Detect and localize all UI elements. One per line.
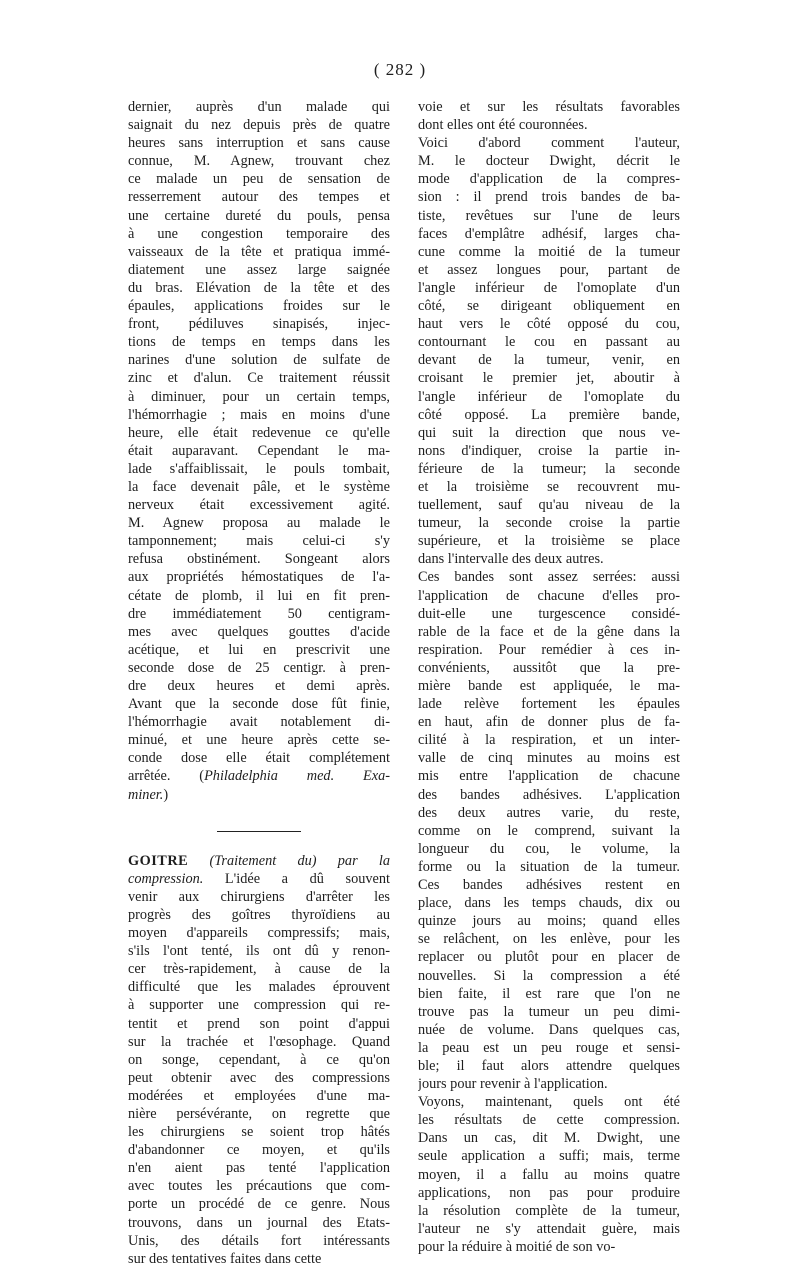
text-line: narines d'une solution de sulfate de bbox=[128, 352, 390, 369]
text-line: conde dose elle était complétement bbox=[128, 750, 390, 767]
text-line: acétique, et lui en prescrivit une bbox=[128, 641, 390, 658]
text-line: des bandes adhésives. L'application bbox=[418, 786, 680, 803]
text-line: l'auteur ne s'y attendait guère, mais bbox=[418, 1220, 680, 1237]
text-line: contournant le cou en passant au bbox=[418, 334, 680, 351]
text-line: les chirurgiens se soient trop hâtés bbox=[128, 1124, 390, 1141]
text-line: à diminuer, pour un certain temps, bbox=[128, 388, 390, 405]
text-line: nons d'indiquer, croise la partie in- bbox=[418, 442, 680, 459]
text-line: M. le docteur Dwight, décrit le bbox=[418, 153, 680, 170]
text-line: compression. L'idée a dû souvent bbox=[128, 870, 390, 887]
text-line: duit-elle une turgescence considé- bbox=[418, 605, 680, 622]
section-subtitle: (Traitement du) bbox=[209, 852, 317, 869]
text-line: M. Agnew proposa au malade le bbox=[128, 515, 390, 532]
text-line: côté, se dirigeant obliquement en bbox=[418, 298, 680, 315]
text-line: tiste, revêtues sur l'une de leurs bbox=[418, 207, 680, 224]
text-line: mis entre l'application de chacune bbox=[418, 768, 680, 785]
text-line: pour la réduire à moitié de son vo- bbox=[418, 1238, 616, 1255]
text-line: dre immédiatement 50 centigram- bbox=[128, 605, 390, 622]
text-line: sion : il prend trois bandes de ba- bbox=[418, 189, 680, 206]
text-line: voie et sur les résultats favorables bbox=[418, 99, 680, 115]
text-line: Voici d'abord comment l'auteur, bbox=[418, 135, 680, 152]
text-line: Voyons, maintenant, quels ont été bbox=[418, 1094, 680, 1111]
text-line: l'hémorrhagie ; mais en moins d'une bbox=[128, 406, 390, 423]
text-line: valle de cinq minutes au moins est bbox=[418, 750, 680, 767]
text-line: cer très-rapidement, à cause de la bbox=[128, 961, 390, 978]
text-line: mes avec quelques gouttes d'acide bbox=[128, 623, 390, 640]
text-line: Dans un cas, dit M. Dwight, une bbox=[418, 1130, 680, 1147]
text-line: croisant le premier jet, aboutir à bbox=[418, 370, 680, 387]
text-line: qui suit la direction que nous ve- bbox=[418, 424, 680, 441]
text-line: ce malade un peu de sensation de bbox=[128, 171, 390, 188]
text-line: on songe, cependant, à ce qu'on bbox=[128, 1051, 390, 1068]
text-line: d'abandonner ce moyen, et qu'ils bbox=[128, 1142, 390, 1159]
text-line: applications, non pas pour produire bbox=[418, 1184, 680, 1201]
right-column bbox=[418, 98, 680, 1256]
text-line: moyen, il a fallu au moins quatre bbox=[418, 1166, 680, 1183]
text-line: la face devenait pâle, et le système bbox=[128, 478, 390, 495]
text-line: cétate de plomb, il lui en fit pren- bbox=[128, 587, 390, 604]
text-line: nière persévérante, on regrette que bbox=[128, 1105, 390, 1122]
text-line: dernier, auprès d'un malade qui bbox=[128, 99, 390, 115]
text-line: resserrement autour des tempes et bbox=[128, 189, 390, 206]
text-line: jours pour revenir à l'application. bbox=[418, 1076, 608, 1093]
text-line: minué, et une heure après cette se- bbox=[128, 732, 390, 749]
text-line: modérées et employées d'une ma- bbox=[128, 1087, 390, 1104]
text-line: trouvons, dans un journal des Etats- bbox=[128, 1214, 390, 1231]
right-paragraph bbox=[418, 98, 680, 1256]
text-line: dont elles ont été couronnées. bbox=[418, 117, 588, 134]
text-line: refusa obstinément. Songeant alors bbox=[128, 551, 390, 568]
text-line: bien faite, il est rare que l'on ne bbox=[418, 985, 680, 1002]
text-line: haut vers le côté opposé du cou, bbox=[418, 316, 680, 333]
text-line: progrès des goîtres thyroïdiens au bbox=[128, 906, 390, 923]
text-line: férieure de la tumeur; la seconde bbox=[418, 460, 680, 477]
text-line: trouve pas la tumeur un peu dimi- bbox=[418, 1003, 680, 1020]
text-line: connue, M. Agnew, trouvant chez bbox=[128, 153, 390, 170]
text-line: respiration. Pour remédier à ces in- bbox=[418, 641, 680, 658]
text-line: une certaine dureté du pouls, pensa bbox=[128, 207, 390, 224]
text-line: l'hémorrhagie avait notablement di- bbox=[128, 714, 390, 731]
text-line: moyen d'appareils compressifs; mais, bbox=[128, 925, 390, 942]
text-line: comme on le comprend, suivant la bbox=[418, 822, 680, 839]
text-line: sur la trachée et l'œsophage. Quand bbox=[128, 1033, 390, 1050]
text-line: mière bande est appliquée, le ma- bbox=[418, 678, 680, 694]
text-line: tamponnement; mais celui-ci s'y bbox=[128, 533, 390, 550]
text-line: nerveux était excessivement agité. bbox=[128, 497, 390, 514]
left-column bbox=[128, 98, 390, 1268]
text-line: cune comme la moitié de la tumeur bbox=[418, 243, 680, 260]
left-paragraph-1 bbox=[128, 98, 390, 804]
text-line: Ces bandes sont assez serrées: aussi bbox=[418, 569, 680, 586]
text-line: des deux autres varie, du reste, bbox=[418, 804, 680, 821]
text-line: dre deux heures et demi après. bbox=[128, 678, 390, 694]
text-line: cilité à la respiration, et un inter- bbox=[418, 732, 680, 749]
text-line: peut obtenir avec des compressions bbox=[128, 1069, 390, 1086]
text-line: avec toutes les précautions que com- bbox=[128, 1178, 390, 1195]
text-line: heure, elle était redevenue ce qu'elle bbox=[128, 424, 390, 441]
text-line: place, dans les temps chauds, dix ou bbox=[418, 895, 680, 912]
text-line: l'angle inférieur de l'omoplate d'un bbox=[418, 279, 680, 296]
text-line: nouvelles. Si la compression a été bbox=[418, 967, 680, 984]
text-line: faces d'emplâtre adhésif, larges cha- bbox=[418, 225, 680, 242]
text-line: la peau est un peu rouge et sensi- bbox=[418, 1039, 680, 1056]
text-line: front, pédiluves sinapisés, injec- bbox=[128, 316, 390, 333]
text-line: quinze jours au moins; quand elles bbox=[418, 913, 680, 930]
text-line: vaisseaux de la tête et pratiqua immé- bbox=[128, 243, 390, 260]
text-line: GOITRE (Traitement du) par la bbox=[128, 852, 390, 869]
text-line: à supporter une compression qui re- bbox=[128, 997, 390, 1014]
text-line: ble; il faut alors attendre quelques bbox=[418, 1057, 680, 1074]
text-line: seconde dose de 25 centigr. à pren- bbox=[128, 659, 390, 676]
section-title: GOITRE bbox=[128, 852, 189, 869]
text-line: mode d'application de la compres- bbox=[418, 171, 680, 188]
text-line: se relâchent, on les enlève, pour les bbox=[418, 931, 680, 948]
text-line: en haut, afin de donner plus de fa- bbox=[418, 714, 680, 731]
text-line: convénients, aussitôt que la pre- bbox=[418, 659, 680, 676]
text-line: zinc et d'alun. Ce traitement réussit bbox=[128, 370, 390, 387]
text-line: tuellement, sauf qu'au niveau de la bbox=[418, 497, 680, 514]
text-line: du bras. Elévation de la tête et des bbox=[128, 279, 390, 296]
left-paragraph-2 bbox=[128, 852, 390, 1268]
text-line: lade s'affaiblissait, le pouls tombait, bbox=[128, 460, 390, 477]
text-line: Avant que la seconde dose fût finie, bbox=[128, 696, 390, 713]
text-line: tions de temps en temps dans les bbox=[128, 334, 390, 351]
text-line: la résolution complète de la tumeur, bbox=[418, 1202, 680, 1219]
text-line: venir aux chirurgiens d'arrêter les bbox=[128, 888, 390, 905]
text-line: tentit et prend son point d'appui bbox=[128, 1015, 390, 1032]
text-line: l'angle inférieur de l'omoplate du bbox=[418, 388, 680, 405]
text-line: seule application a suffi; mais, terme bbox=[418, 1148, 680, 1165]
text-line: dans l'intervalle des deux autres. bbox=[418, 551, 604, 568]
text-line: était auparavant. Cependant le ma- bbox=[128, 442, 390, 459]
text-line: Unis, des détails fort intéressants bbox=[128, 1232, 390, 1249]
text-line: les résultats de cette compression. bbox=[418, 1112, 680, 1129]
text-line: longueur du cou, le volume, la bbox=[418, 840, 680, 857]
text-line: lade relève fortement les épaules bbox=[418, 696, 680, 713]
text-line: nuée de volume. Dans quelques cas, bbox=[418, 1021, 680, 1038]
text-line: Ces bandes adhésives restent en bbox=[418, 877, 680, 894]
text-line: et la troisième se recouvrent mu- bbox=[418, 478, 680, 495]
text-line: supérieure, et la troisième se place bbox=[418, 533, 680, 550]
text-line: et assez longues pour, partant de bbox=[418, 261, 680, 278]
text-line: miner.) bbox=[128, 786, 169, 803]
text-line: difficulté que les malades éprouvent bbox=[128, 979, 390, 996]
text-line: sur des tentatives faites dans cette bbox=[128, 1250, 322, 1267]
text-line: côté opposé. La première bande, bbox=[418, 406, 680, 423]
text-line: n'en aient pas tenté l'application bbox=[128, 1160, 390, 1177]
text-line: saignait du nez depuis près de quatre bbox=[128, 117, 390, 134]
text-line: replacer ou plutôt pour en placer de bbox=[418, 949, 680, 966]
text-line: heures sans interruption et sans cause bbox=[128, 135, 390, 152]
text-line: forme ou la situation de la tumeur. bbox=[418, 858, 680, 875]
text-line: diatement une assez large saignée bbox=[128, 261, 390, 278]
text-line: à une congestion temporaire des bbox=[128, 225, 390, 242]
text-line: rable de la face et de la gêne dans la bbox=[418, 623, 680, 640]
text-line: s'ils l'ont tenté, ils ont dû y renon- bbox=[128, 943, 390, 960]
text-line: devant de la tumeur, venir, en bbox=[418, 352, 680, 369]
page-number: ( 282 ) bbox=[373, 60, 427, 79]
section-divider bbox=[217, 831, 301, 832]
text-line: arrêtée. (Philadelphia med. Exa- bbox=[128, 768, 390, 785]
text-line: épaules, applications froides sur le bbox=[128, 298, 390, 315]
text-line: l'application de chacune d'elles pro- bbox=[418, 587, 680, 604]
text-line: aux propriétés hémostatiques de l'a- bbox=[128, 569, 390, 586]
text-line: tumeur, la seconde croise la partie bbox=[418, 515, 680, 532]
text-line: porte un procédé de ce genre. Nous bbox=[128, 1196, 390, 1213]
